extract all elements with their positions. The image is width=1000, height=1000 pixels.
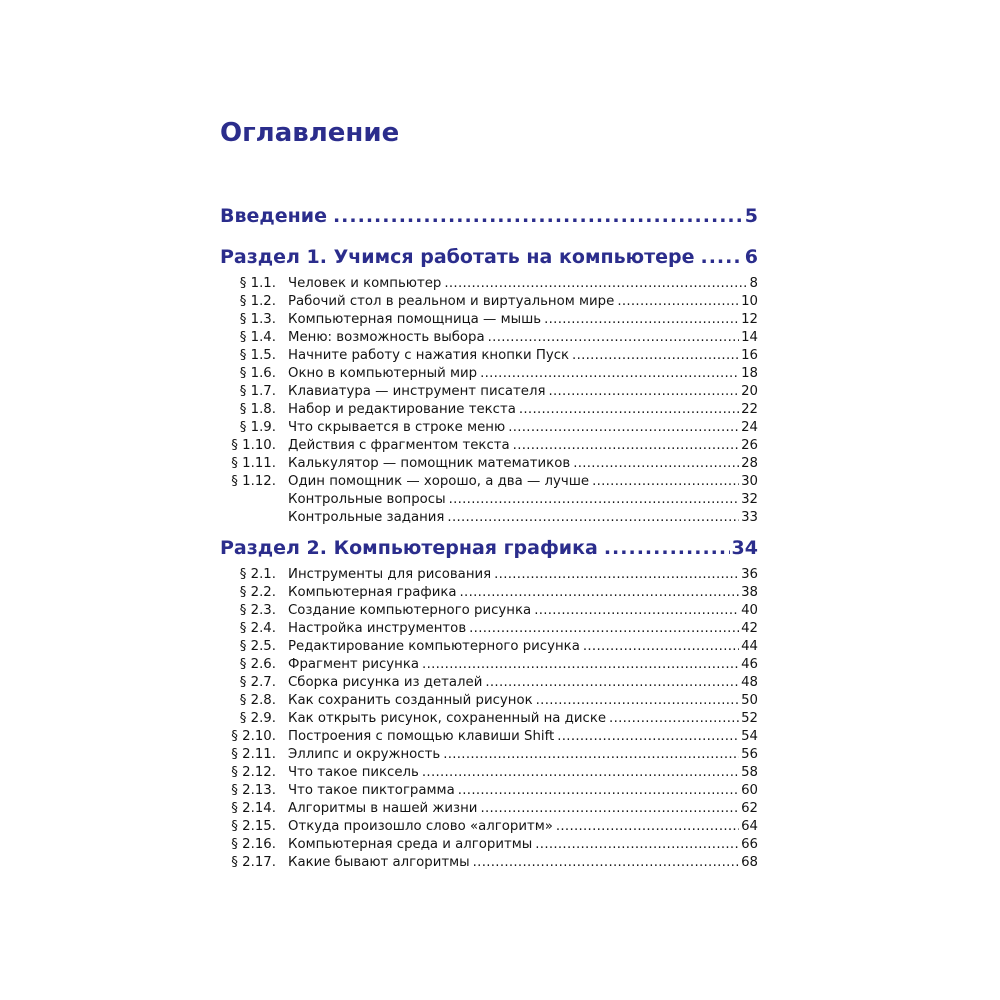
dot-leader [422,765,739,780]
dot-leader [513,438,739,453]
section-title: Раздел 2. Компьютерная графика [220,537,598,559]
dot-leader [519,402,739,417]
entry-number: § 2.10. [231,729,276,744]
toc-entry[interactable] [220,675,758,693]
toc-entry[interactable] [220,312,758,330]
entry-page: 60 [741,783,758,798]
toc-entry[interactable] [220,420,758,438]
entry-title: Настройка инструментов [288,621,467,636]
entry-number: § 1.1. [239,276,276,291]
entry-number: § 1.11. [231,456,276,471]
section-title: Введение [220,205,327,227]
entry-title: Контрольные задания [288,510,445,525]
toc-entry[interactable] [220,639,758,657]
entry-number: § 1.5. [239,348,276,363]
dot-leader [617,294,739,309]
toc-entry[interactable] [220,438,758,456]
entry-number: § 2.8. [239,693,276,708]
toc-entry[interactable] [220,711,758,729]
toc-entry[interactable] [220,783,758,801]
entry-page: 42 [741,621,758,636]
entry-page: 12 [741,312,758,327]
dot-leader [449,492,740,507]
dot-leader [422,657,739,672]
dot-leader [535,837,739,852]
toc-entry[interactable] [220,657,758,675]
toc-entry[interactable] [220,747,758,765]
entry-title: Компьютерная среда и алгоритмы [288,837,533,852]
toc-entry[interactable] [220,603,758,621]
page-title: Оглавление [220,118,400,148]
entry-page: 66 [741,837,758,852]
entry-number: § 2.14. [231,801,276,816]
entry-title: Откуда произошло слово «алгоритм» [288,819,553,834]
toc-entry[interactable] [220,402,758,420]
entry-page: 33 [741,510,758,525]
toc-entry[interactable] [220,765,758,783]
entry-number: § 1.8. [239,402,276,417]
entry-number: § 2.16. [231,837,276,852]
entry-title: Один помощник — хорошо, а два — лучше [288,474,590,489]
entry-number: § 2.1. [239,567,276,582]
dot-leader [583,639,739,654]
section-title: Раздел 1. Учимся работать на компьютере [220,246,695,268]
entry-number: § 2.7. [239,675,276,690]
entry-title: Алгоритмы в нашей жизни [288,801,478,816]
toc-entry[interactable] [220,366,758,384]
entry-number: § 2.11. [231,747,276,762]
entry-title: Начните работу с нажатия кнопки Пуск [288,348,570,363]
entry-page: 24 [741,420,758,435]
toc-entry[interactable] [220,330,758,348]
entry-page: 54 [741,729,758,744]
entry-title: Контрольные вопросы [288,492,446,507]
toc-entry[interactable] [220,384,758,402]
entry-title: Создание компьютерного рисунка [288,603,532,618]
dot-leader [609,711,739,726]
entry-page: 14 [741,330,758,345]
dot-leader [458,783,739,798]
toc-entry[interactable] [220,621,758,639]
entry-number: § 2.4. [239,621,276,636]
entry-page: 62 [741,801,758,816]
entry-number: § 1.10. [231,438,276,453]
toc-entry[interactable] [220,294,758,312]
entry-number: § 1.12. [231,474,276,489]
entry-title: Окно в компьютерный мир [288,366,478,381]
entry-title: Рабочий стол в реальном и виртуальном мире [288,294,615,309]
entry-title: Меню: возможность выбора [288,330,485,345]
dot-leader [480,366,739,381]
entry-title: Что такое пиксель [288,765,419,780]
entry-title: Набор и редактирование текста [288,402,516,417]
dot-leader [508,420,739,435]
entry-page: 52 [741,711,758,726]
entry-title: Как открыть рисунок, сохраненный на диске [288,711,607,726]
dot-leader [444,276,747,291]
toc-entry[interactable] [220,585,758,603]
entry-number: § 2.15. [231,819,276,834]
entry-title: Построения с помощью клавиши Shift [288,729,555,744]
entry-title: Компьютерная помощница — мышь [288,312,542,327]
toc-entry[interactable] [220,474,758,492]
dot-leader [485,675,739,690]
entry-number: § 1.3. [239,312,276,327]
entry-page: 10 [741,294,758,309]
entry-number: § 1.7. [239,384,276,399]
entry-title: Эллипс и окружность [288,747,441,762]
entry-number: § 2.13. [231,783,276,798]
entry-page: 50 [741,693,758,708]
entry-page: 26 [741,438,758,453]
toc-section-1[interactable] [220,246,758,272]
entry-title: Что скрывается в строке меню [288,420,506,435]
entry-number: § 1.4. [239,330,276,345]
entry-number: § 2.5. [239,639,276,654]
section-page: 6 [744,246,758,268]
toc-section-2[interactable] [220,537,758,563]
dot-leader [536,693,739,708]
entry-page: 56 [741,747,758,762]
entry-number: § 2.3. [239,603,276,618]
entry-title: Человек и компьютер [288,276,442,291]
entry-title: Редактирование компьютерного рисунка [288,639,580,654]
dot-leader [572,348,739,363]
dot-leader [443,747,739,762]
entry-title: Что такое пиктограмма [288,783,455,798]
toc-entry[interactable] [220,492,758,510]
dot-leader [480,801,739,816]
dot-leader [573,456,739,471]
toc-entry[interactable] [220,510,758,528]
entry-number: § 1.6. [239,366,276,381]
entry-title: Клавиатура — инструмент писателя [288,384,546,399]
dot-leader [447,510,739,525]
entry-number: § 2.17. [231,855,276,870]
entry-page: 16 [741,348,758,363]
entry-title: Сборка рисунка из деталей [288,675,483,690]
toc-entry[interactable] [220,567,758,585]
section-page: 5 [744,205,758,227]
toc-entry[interactable] [220,693,758,711]
dot-leader [488,330,739,345]
dot-leader [473,855,739,870]
dot-leader [333,205,743,227]
dot-leader [557,729,739,744]
entry-number: § 1.9. [239,420,276,435]
toc-section-intro[interactable] [220,205,758,231]
dot-leader [556,819,739,834]
dot-leader [460,585,740,600]
toc-entry[interactable] [220,837,758,855]
entry-page: 30 [741,474,758,489]
entry-page: 46 [741,657,758,672]
entry-page: 28 [741,456,758,471]
toc-entry[interactable] [220,348,758,366]
entry-title: Действия с фрагментом текста [288,438,510,453]
entry-page: 64 [741,819,758,834]
entry-title: Какие бывают алгоритмы [288,855,470,870]
entry-number: § 2.6. [239,657,276,672]
entry-page: 40 [741,603,758,618]
entry-page: 20 [741,384,758,399]
entry-page: 38 [741,585,758,600]
entry-page: 48 [741,675,758,690]
dot-leader [469,621,739,636]
entry-page: 8 [749,276,758,291]
dot-leader [592,474,739,489]
entry-number: § 2.12. [231,765,276,780]
dot-leader [494,567,739,582]
entry-title: Инструменты для рисования [288,567,492,582]
toc-entry[interactable] [220,819,758,837]
dot-leader [534,603,739,618]
section-page: 34 [731,537,758,559]
toc-entry[interactable] [220,729,758,747]
entry-number: § 1.2. [239,294,276,309]
entry-page: 22 [741,402,758,417]
entry-title: Компьютерная графика [288,585,457,600]
entry-page: 18 [741,366,758,381]
entry-title: Фрагмент рисунка [288,657,420,672]
toc-entry[interactable] [220,801,758,819]
dot-leader [548,384,739,399]
entry-page: 36 [741,567,758,582]
entry-page: 68 [741,855,758,870]
dot-leader [544,312,739,327]
toc-entry[interactable] [220,456,758,474]
entry-number: § 2.9. [239,711,276,726]
entry-page: 44 [741,639,758,654]
dot-leader [700,246,742,268]
toc-entry[interactable] [220,276,758,294]
entry-title: Как сохранить созданный рисунок [288,693,533,708]
toc-entry[interactable] [220,855,758,873]
dot-leader [604,537,730,559]
entry-title: Калькулятор — помощник математиков [288,456,571,471]
entry-page: 58 [741,765,758,780]
entry-number: § 2.2. [239,585,276,600]
entry-page: 32 [741,492,758,507]
